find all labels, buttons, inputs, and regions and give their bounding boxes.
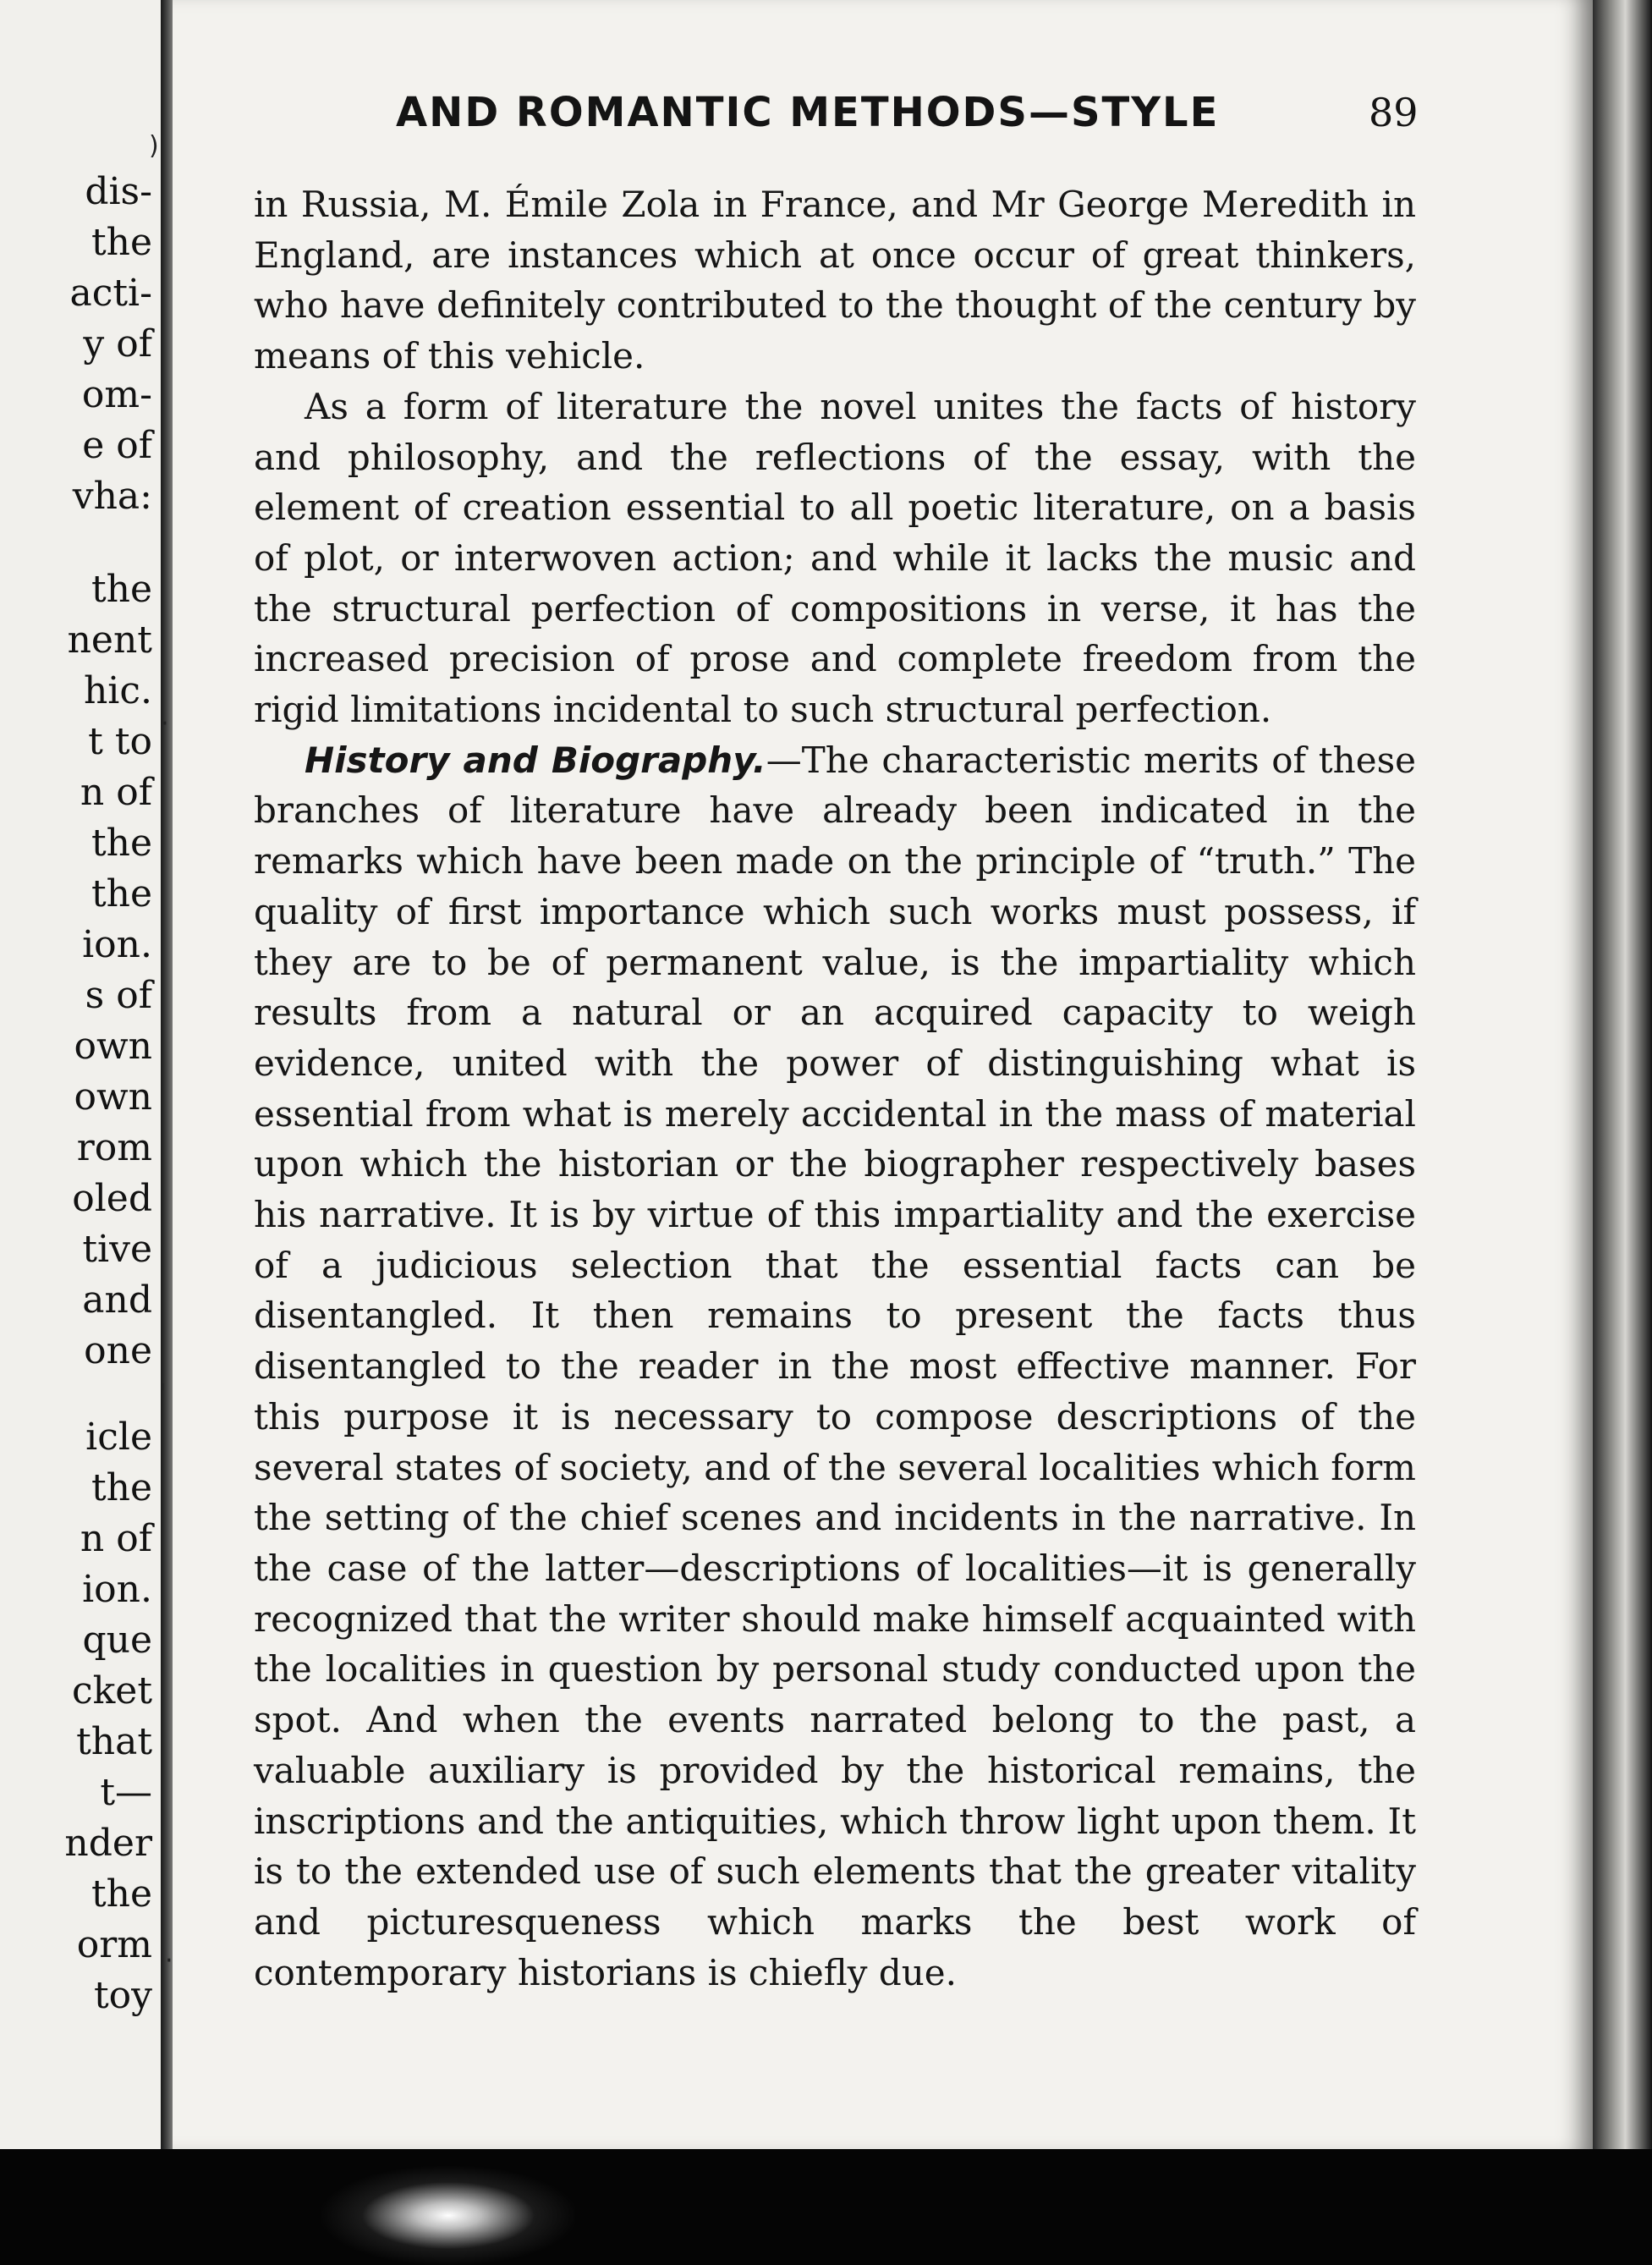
gutter-mark: )	[149, 131, 159, 161]
left-page-fragment: the	[91, 221, 152, 264]
gutter-mark: ·	[161, 709, 169, 739]
left-page-fragment: que	[82, 1619, 152, 1662]
paragraph	[254, 735, 1416, 1998]
page-number: 89	[1369, 90, 1419, 135]
paragraph: As a form of literature the novel unites the facts of history and philosophy, and the reflections of the essay, with the element of creation essential to all poetic literature, on a basis of plot, or interwoven action; and while it lacks the music and the structural perfection of compositions in verse, it has the increased precision of prose and complete freedom from the rigid limitations incidental to such structural perfection.	[254, 385, 1416, 731]
running-header: AND ROMANTIC METHODS—STYLE	[396, 89, 1220, 136]
left-page-fragment: t to	[88, 720, 152, 763]
left-page-fragment: n of	[80, 771, 152, 814]
book-gutter	[161, 0, 173, 2149]
gutter-mark: '	[159, 1379, 167, 1409]
left-page-fragment: om-	[81, 373, 152, 416]
left-page-fragment: that	[76, 1720, 152, 1763]
left-page-fragment: hic.	[83, 669, 152, 712]
left-page-fragment: ion.	[82, 923, 152, 966]
scan-background	[0, 2149, 1652, 2265]
left-page-fragment: one	[84, 1329, 152, 1372]
left-page-fragment: toy	[93, 1974, 152, 2017]
left-page-fragment: orm	[76, 1923, 152, 1966]
light-glare	[321, 2166, 575, 2265]
left-page-fragment: t—	[100, 1771, 152, 1814]
gutter-mark: ·	[165, 1946, 173, 1976]
left-page-fragment: nder	[64, 1822, 152, 1865]
left-page-fragment: rom	[76, 1126, 152, 1169]
left-page-fragment: e of	[82, 424, 152, 467]
left-page-fragment: icle	[85, 1416, 152, 1459]
left-page-fragment: the	[91, 568, 152, 611]
left-page-fragment: cket	[71, 1669, 152, 1712]
left-page-fragment: dis-	[85, 170, 152, 213]
left-page-fragment: vha:	[72, 475, 152, 518]
left-page-fragment: the	[91, 1466, 152, 1509]
left-page-fragment: acti-	[69, 272, 152, 315]
page-edge-stack	[1593, 0, 1652, 2149]
left-page-fragment: the	[91, 872, 152, 915]
left-page-fragment: nent	[67, 618, 152, 662]
left-page-fragment: and	[82, 1278, 152, 1322]
left-page-fragment: oled	[72, 1177, 152, 1220]
left-page-fragment: own	[74, 1075, 152, 1119]
left-page-fragment: the	[91, 822, 152, 865]
left-page-fragment: y of	[83, 322, 152, 366]
paragraph: in Russia, M. Émile Zola in France, and Mr George Meredith in England, are instances which at once occur of great thinkers, who have definitely contributed to the thought of the century by means of this vehicle.	[254, 184, 1416, 377]
left-page-fragment: own	[74, 1025, 152, 1068]
left-page-edge	[0, 0, 161, 2149]
left-page-fragment: the	[91, 1872, 152, 1916]
left-page-fragment: tive	[82, 1228, 152, 1271]
left-page-fragment: n of	[80, 1517, 152, 1560]
section-heading: History and Biography.	[305, 739, 766, 781]
page-body	[254, 179, 1416, 1998]
left-page-fragment: ion.	[82, 1568, 152, 1611]
left-page-fragment: s of	[85, 974, 152, 1017]
paragraph-text: —The characteristic merits of these branches of literature have already been indicated in the remarks which have been made on the principle of “truth.” The quality of first importance which such works must possess, if they are to be of permanent value, is the impartiality which results from a natural or an acquired capacity to weigh evidence, united with the power of distinguishing what is essential from what is merely accidental in the mass of material upon which the historian or the biographer respectively bases his narrative. It is by virtue of this impartiality and the exercise of a judicious selection that the essential facts can be disentangled. It then remains to present the facts thus disentangled to the reader in the most effective manner. For this purpose it is necessary to compose descriptions of the several states of society, and of the several localities which form the setting of the chief scenes and incidents in the narrative. In the case of the latter—descriptions of localities—it is generally recognized that the writer should make himself acquainted with the localities in question by personal study conducted upon the spot. And when the events narrated belong to the past, a valuable auxiliary is provided by the historical remains, the inscriptions and the antiquities, which throw light upon them. It is to the extended use of such elements that the greater vitality and picturesqueness which marks the best work of contemporary historians is chiefly due.	[254, 739, 1416, 1993]
